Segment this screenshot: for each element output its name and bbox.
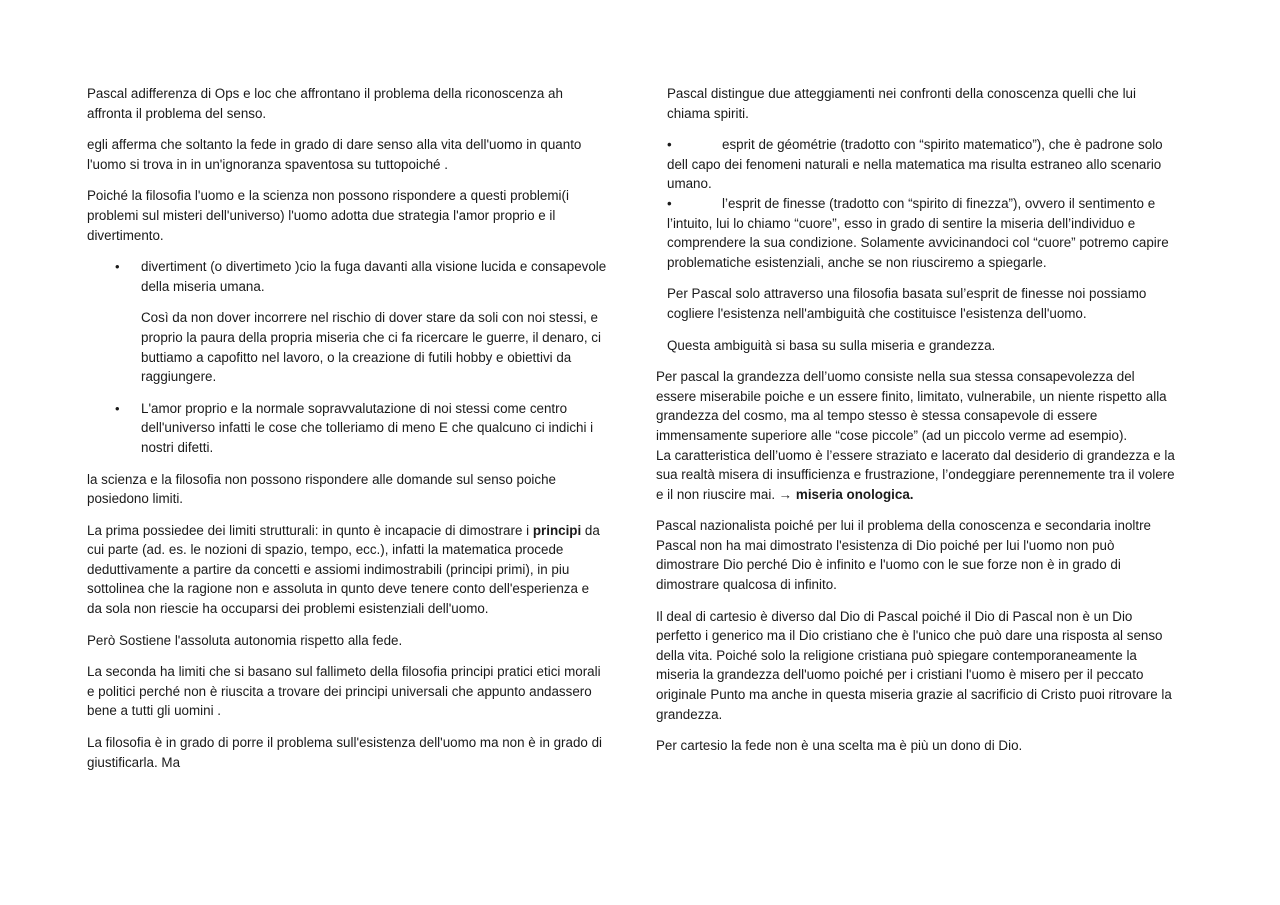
bullet-icon: • <box>667 137 672 153</box>
paragraph: Per Pascal solo attraverso una filosofia basata sul’esprit de finesse noi possiamo cogliere l'esistenza nell'ambiguità che costituisce l'esistenza dell'uomo. <box>667 286 1147 321</box>
paragraph: Questa ambiguità si basa su sulla miseria e grandezza. <box>667 337 996 353</box>
paragraph: Pascal nazionalista poiché per lui il problema della conoscenza e secondaria inoltre Pascal non ha mai dimostrato l'esistenza di Dio poiché per lui l'uomo non può dimostrare Dio perché Dio è infinito e l'uomo con le sue forze non è in grado di dimostrare qualcosa di infinito. <box>656 518 1152 593</box>
list-item-text: L'amor proprio e la normale sopravvalutazione di noi stessi come centro dell'universo infatti le cose che tolleriamo di meno E che qualcuno ci indichi i nostri difetti. <box>141 400 594 455</box>
paragraph: Poiché la filosofia l'uomo e la scienza non possono rispondere a questi problemi(i problemi sul misteri dell'universo) l'uomo adotta due strategia l'amor proprio e il divertimento. <box>87 188 569 243</box>
paragraph: La filosofia è in grado di porre il problema sull'esistenza dell'uomo ma non è in grado di giustificarla. Ma <box>87 735 602 770</box>
text-run: La caratteristica dell’uomo è l’essere straziato e lacerato dal desiderio di grandezza e la sua realtà misera di insufficienza e frustrazione, l’ondeggiare perennemente tra il volere e il non riuscire mai. <box>656 447 1175 502</box>
paragraph: Il deal di cartesio è diverso dal Dio di Pascal poiché il Dio di Pascal non è un Dio perfetto i generico ma il Dio cristiano che è l'unico che può dare una risposta al senso della vita. Poiché solo la religione cristiana può spiegare contemporaneamente la miseria la grandezza dell'uomo poiché per i cristiani l'uomo è misero per il peccato originale Punto ma anche in questa miseria grazie al sacrificio di Cristo puoi ritrovare la grandezza. <box>656 608 1172 722</box>
arrow-icon: → <box>778 486 793 502</box>
paragraph: Pascal adifferenza di Ops e loc che affrontano il problema della riconoscenza ah affronta il problema del senso. <box>87 86 563 121</box>
bold-text: miseria onologica. <box>795 486 914 502</box>
list-item-text: esprit de géométrie (tradotto con “spirito matematico”), che è padrone solo dell capo dei fenomeni naturali e nella matematica ma risulta estraneo allo scenario umano. <box>667 137 1163 192</box>
paragraph: Però Sostiene l'assoluta autonomia rispetto alla fede. <box>87 632 403 648</box>
bold-text: principi <box>532 522 582 538</box>
list-item <box>667 135 1178 194</box>
right-column <box>656 84 1178 768</box>
left-column <box>87 84 607 784</box>
paragraph: La seconda ha limiti che si basano sul fallimeto della filosofia principi pratici etici morali e politici perché non è riuscita a trovare dei principi universali che appunto andassero bene a tutti gli uomini . <box>87 664 601 719</box>
text-run: La prima possiedee dei limiti strutturali: in qunto è incapacie di dimostrare i <box>87 522 533 538</box>
bullet-icon: • <box>667 195 672 211</box>
paragraph: Pascal distingue due atteggiamenti nei confronti della conoscenza quelli che lui chiama spiriti. <box>667 86 1136 121</box>
paragraph <box>656 367 1178 504</box>
bullet-list <box>87 257 607 457</box>
list-item <box>87 399 607 458</box>
list-item <box>667 194 1178 272</box>
list-item-text: divertiment (o divertimeto )cio la fuga davanti alla visione lucida e consapevole della miseria umana. <box>141 259 607 294</box>
paragraph <box>87 521 607 619</box>
list-item <box>87 257 607 387</box>
bullet-list <box>667 135 1178 272</box>
list-item-extra: Così da non dover incorrere nel rischio di dover stare da soli con noi stessi, e proprio la paura della propria miseria che ci fa ricercare le guerre, il denaro, ci buttiamo a capofitto nel lavoro, o la creazione di futili hobby e obiettivi da raggiungere. <box>141 310 601 385</box>
bullet-icon: • <box>115 400 120 416</box>
paragraph: egli afferma che soltanto la fede in grado di dare senso alla vita dell'uomo in quanto l'uomo si trova in in un'ignoranza spaventosa su tuttopoiché . <box>87 137 582 172</box>
paragraph: la scienza e la filosofia non possono rispondere alle domande sul senso poiche posiedono limiti. <box>87 471 556 507</box>
list-item-text: l’esprit de finesse (tradotto con “spirito di finezza”), ovvero il sentimento e l’intuito, lui lo chiamo “cuore”, esso in grado di sentire la miseria dell’individuo e comprendere la sua condizione. Solamente avvicinandoci col “cuore” potremo capire problematiche esistenziali, anche se non riusciremo a spiegarle. <box>667 195 1169 270</box>
text-run: Per pascal la grandezza dell’uomo consiste nella sua stessa consapevolezza del essere miserabile poiche e un essere finito, limitato, vulnerabile, un niente rispetto alla grandezza del cosmo, ma al tempo stesso è stessa consapevole di essere immensamente superiore alle “cose piccole” (ad un piccolo verme ad esempio). <box>656 369 1167 443</box>
text-run: da cui parte (ad. es. le nozioni di spazio, tempo, ecc.), infatti la matematica procede deduttivamente a partire da concetti e assiomi indimostrabili (principi primi), in piu sottolinea che la ragione non e assoluta in qunto deve tenere conto dell'esperienza e da sola non riescie ha occuparsi dei problemi esistenziali dell'uomo. <box>87 522 600 617</box>
paragraph: Per cartesio la fede non è una scelta ma è più un dono di Dio. <box>656 738 1023 754</box>
bullet-icon: • <box>115 259 120 275</box>
